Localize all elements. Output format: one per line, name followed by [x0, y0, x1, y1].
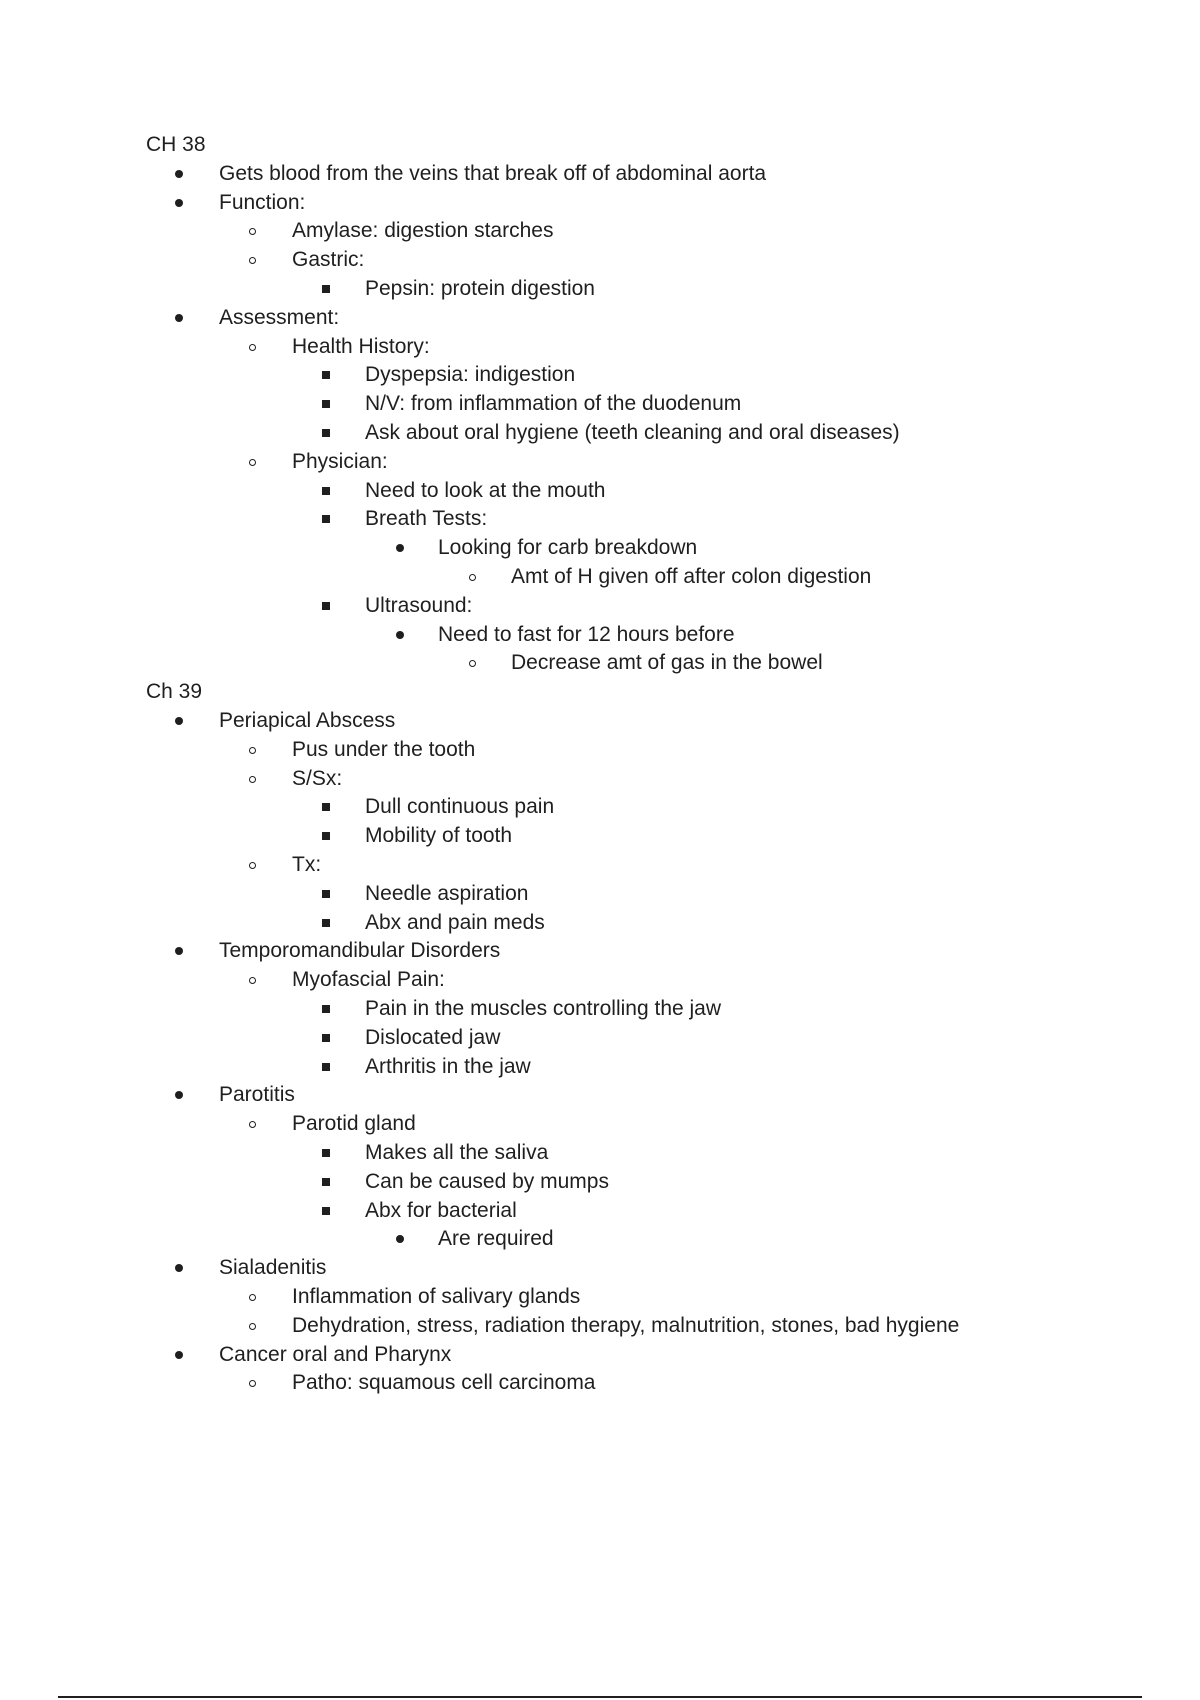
outline-item: [0, 1168, 1200, 1196]
circle-bullet-icon: [242, 765, 262, 793]
outline-item-text: Needle aspiration: [365, 882, 529, 905]
circle-bullet-icon: [462, 563, 482, 591]
outline-item-text: Periapical Abscess: [219, 709, 396, 732]
outline-item-text: Ultrasound:: [365, 594, 473, 617]
outline-item-text: Pain in the muscles controlling the jaw: [365, 997, 722, 1020]
outline-item-text: Arthritis in the jaw: [365, 1055, 531, 1078]
outline-item: [0, 822, 1200, 850]
outline-item-text: Physician:: [292, 450, 388, 473]
outline-item: [0, 189, 1200, 217]
outline-item-text: Need to look at the mouth: [365, 479, 606, 502]
outline-item-text: Amylase: digestion starches: [292, 219, 554, 242]
outline-item-text: Patho: squamous cell carcinoma: [292, 1371, 596, 1394]
square-bullet-icon: [316, 880, 336, 908]
outline-item-text: Dull continuous pain: [365, 795, 555, 818]
outline-item-text: Function:: [219, 191, 306, 214]
outline-item: [0, 966, 1200, 994]
outline-item: [0, 707, 1200, 735]
square-bullet-icon: [316, 1024, 336, 1052]
outline-item: [0, 621, 1200, 649]
outline-item: [0, 1197, 1200, 1225]
circle-bullet-icon: [242, 246, 262, 274]
outline-item: [0, 1139, 1200, 1167]
circle-bullet-icon: [242, 217, 262, 245]
outline-item-text: Can be caused by mumps: [365, 1170, 609, 1193]
square-bullet-icon: [316, 275, 336, 303]
outline-item: [0, 1110, 1200, 1138]
circle-bullet-icon: [242, 333, 262, 361]
outline-item: [0, 649, 1200, 677]
chapter-heading-text: CH 38: [146, 133, 206, 156]
disc-bullet-icon: [169, 160, 189, 188]
outline-item-text: Cancer oral and Pharynx: [219, 1343, 452, 1366]
outline-item: [0, 592, 1200, 620]
square-bullet-icon: [316, 995, 336, 1023]
square-bullet-icon: [316, 822, 336, 850]
disc-bullet-icon: [169, 937, 189, 965]
outline-item: [0, 793, 1200, 821]
outline-item-text: Assessment:: [219, 306, 340, 329]
outline-item-text: Amt of H given off after colon digestion: [511, 565, 872, 588]
square-bullet-icon: [316, 909, 336, 937]
disc-bullet-icon: [169, 1254, 189, 1282]
square-bullet-icon: [316, 1053, 336, 1081]
outline-item: [0, 246, 1200, 274]
outline-item: [0, 505, 1200, 533]
outline-item: [0, 448, 1200, 476]
circle-bullet-icon: [242, 1110, 262, 1138]
square-bullet-icon: [316, 419, 336, 447]
outline-item-text: Tx:: [292, 853, 322, 876]
outline-item: [0, 765, 1200, 793]
outline-item: [0, 995, 1200, 1023]
circle-bullet-icon: [462, 649, 482, 677]
outline-item-text: Pus under the tooth: [292, 738, 476, 761]
square-bullet-icon: [316, 1197, 336, 1225]
square-bullet-icon: [316, 361, 336, 389]
outline-item-text: Health History:: [292, 335, 430, 358]
outline-item-text: S/Sx:: [292, 767, 343, 790]
outline-item-text: Gastric:: [292, 248, 365, 271]
circle-bullet-icon: [242, 736, 262, 764]
outline-item-text: Breath Tests:: [365, 507, 488, 530]
disc-bullet-icon: [169, 1081, 189, 1109]
outline-item-text: Parotitis: [219, 1083, 295, 1106]
outline-item: [0, 534, 1200, 562]
circle-bullet-icon: [242, 448, 262, 476]
outline-item: [0, 390, 1200, 418]
outline-item-text: Dyspepsia: indigestion: [365, 363, 576, 386]
outline-item: [0, 880, 1200, 908]
disc-bullet-icon: [169, 707, 189, 735]
outline-item: [0, 1283, 1200, 1311]
outline-item: [0, 937, 1200, 965]
outline-item: [0, 563, 1200, 591]
outline-item: [0, 1312, 1200, 1340]
outline-item: [0, 333, 1200, 361]
outline-item: [0, 1225, 1200, 1253]
outline-item-text: Looking for carb breakdown: [438, 536, 698, 559]
outline-item: [0, 217, 1200, 245]
outline-item-text: Mobility of tooth: [365, 824, 513, 847]
outline-item-text: Need to fast for 12 hours before: [438, 623, 735, 646]
footer-divider: [58, 1696, 1142, 1698]
disc-bullet-icon: [390, 621, 410, 649]
square-bullet-icon: [316, 505, 336, 533]
outline-item: [0, 1341, 1200, 1369]
square-bullet-icon: [316, 390, 336, 418]
outline-item: [0, 304, 1200, 332]
circle-bullet-icon: [242, 966, 262, 994]
square-bullet-icon: [316, 477, 336, 505]
square-bullet-icon: [316, 1139, 336, 1167]
outline-item: [0, 160, 1200, 188]
outline-item-text: N/V: from inflammation of the duodenum: [365, 392, 742, 415]
outline-item-text: Pepsin: protein digestion: [365, 277, 595, 300]
disc-bullet-icon: [390, 1225, 410, 1253]
outline-item-text: Abx and pain meds: [365, 911, 545, 934]
disc-bullet-icon: [169, 1341, 189, 1369]
outline-item-text: Are required: [438, 1227, 554, 1250]
outline-item: [0, 275, 1200, 303]
outline-item-text: Ask about oral hygiene (teeth cleaning and oral diseases): [365, 421, 900, 444]
outline-item-text: Abx for bacterial: [365, 1199, 517, 1222]
outline-item: [0, 419, 1200, 447]
outline-item-text: Myofascial Pain:: [292, 968, 445, 991]
outline-item-text: Parotid gland: [292, 1112, 416, 1135]
disc-bullet-icon: [169, 189, 189, 217]
outline-item-text: Inflammation of salivary glands: [292, 1285, 581, 1308]
square-bullet-icon: [316, 1168, 336, 1196]
circle-bullet-icon: [242, 851, 262, 879]
outline-item-text: Makes all the saliva: [365, 1141, 549, 1164]
disc-bullet-icon: [169, 304, 189, 332]
outline-item: [0, 1053, 1200, 1081]
outline-item: [0, 909, 1200, 937]
circle-bullet-icon: [242, 1369, 262, 1397]
outline-item-text: Decrease amt of gas in the bowel: [511, 651, 823, 674]
outline-item-text: Dehydration, stress, radiation therapy, malnutrition, stones, bad hygiene: [292, 1314, 960, 1337]
circle-bullet-icon: [242, 1312, 262, 1340]
chapter-heading: [0, 131, 1200, 159]
chapter-heading-text: Ch 39: [146, 680, 203, 703]
square-bullet-icon: [316, 592, 336, 620]
outline-item: [0, 1081, 1200, 1109]
outline-item-text: Temporomandibular Disorders: [219, 939, 501, 962]
square-bullet-icon: [316, 793, 336, 821]
disc-bullet-icon: [390, 534, 410, 562]
outline-item: [0, 1369, 1200, 1397]
outline-item: [0, 477, 1200, 505]
outline-item: [0, 736, 1200, 764]
chapter-heading: [0, 678, 1200, 706]
outline-item-text: Sialadenitis: [219, 1256, 327, 1279]
outline-item: [0, 361, 1200, 389]
circle-bullet-icon: [242, 1283, 262, 1311]
outline-item: [0, 851, 1200, 879]
outline-item-text: Dislocated jaw: [365, 1026, 501, 1049]
outline-item: [0, 1254, 1200, 1282]
outline-item: [0, 1024, 1200, 1052]
outline-item-text: Gets blood from the veins that break off of abdominal aorta: [219, 162, 767, 185]
